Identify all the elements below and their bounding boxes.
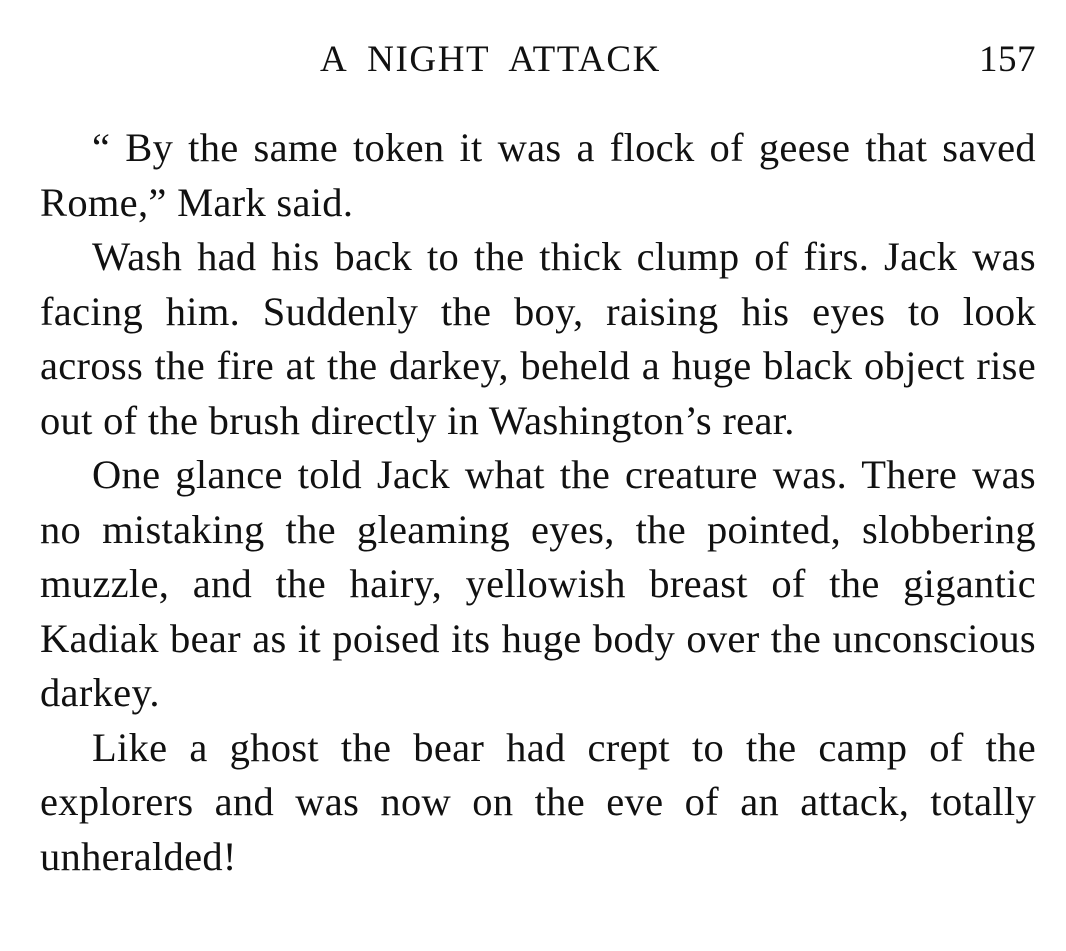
running-head: A NIGHT ATTACK [320,39,661,80]
page-number: 157 [979,39,1036,80]
paragraph: Like a ghost the bear had crept to the camp of the explorers and was now on the eve of an attack, totally unheralded! [40,724,1036,879]
book-page [40,38,1036,884]
paragraph: “ By the same token it was a flock of geese that saved Rome,” Mark said. [40,125,1036,225]
paragraph: One glance told Jack what the creature was. There was no mistaking the gleaming eyes, the pointed, slobbering muzzle, and the hairy, yellowish breast of the gigantic Kadiak bear as it poised its huge body over the unconscious darkey. [40,452,1036,715]
page-header [40,38,1036,90]
body-text [40,121,1036,884]
paragraph: Wash had his back to the thick clump of firs. Jack was facing him. Suddenly the boy, raising his eyes to look across the fire at the darkey, beheld a huge black object rise out of the brush directly in Washington’s rear. [40,234,1036,443]
